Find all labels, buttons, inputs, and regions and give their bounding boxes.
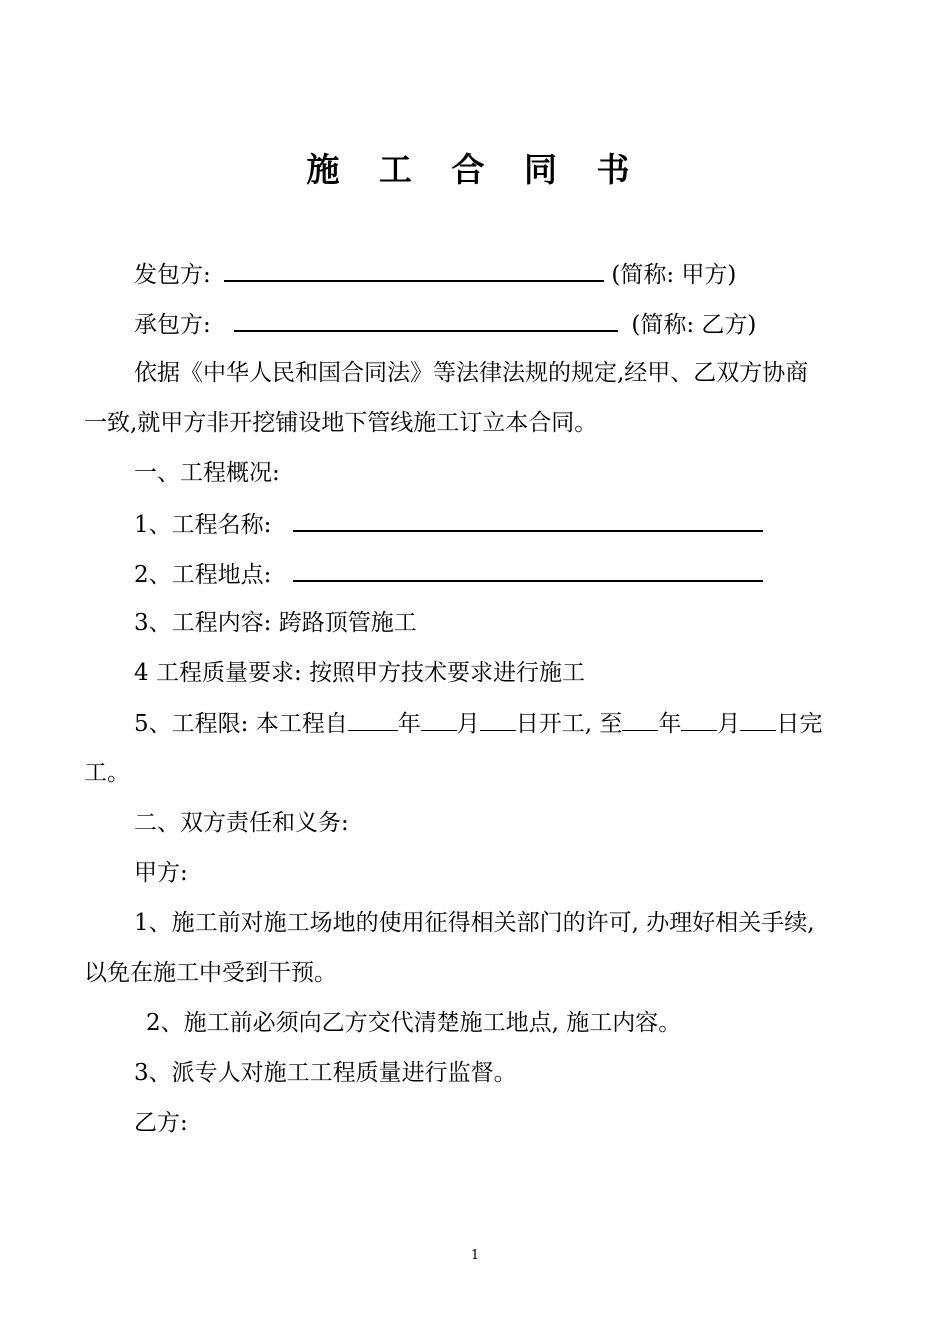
party-a-suffix: (简称: 甲方) <box>611 262 737 288</box>
document-title: 施 工 合 同 书 <box>306 150 644 189</box>
quality-requirement: 4 工程质量要求: 按照甲方技术要求进行施工 <box>134 660 586 686</box>
party-a-duty-1-line-2: 以免在施工中受到干预。 <box>84 960 337 986</box>
project-name-label: 1、工程名称: <box>134 512 272 538</box>
start-month-blank <box>421 708 457 731</box>
party-b-line <box>134 308 756 340</box>
end-year-label: 年 <box>658 711 682 737</box>
party-a-line <box>134 258 736 290</box>
intro-line-2: 一致,就甲方非开挖铺设地下管线施工订立本合同。 <box>84 410 598 436</box>
section-1-heading: 一、工程概况: <box>134 460 280 486</box>
party-a-duty-1-line-1: 1、施工前对施工场地的使用征得相关部门的许可, 办理好相关手续, <box>134 910 815 936</box>
project-period-continuation: 工。 <box>84 760 130 786</box>
page-number: 1 <box>470 1248 480 1263</box>
project-name-blank <box>293 508 763 532</box>
party-b-blank <box>234 308 618 332</box>
period-prefix: 5、工程限: 本工程自 <box>134 711 348 737</box>
project-location-blank <box>293 558 763 582</box>
end-month-label: 月 <box>717 711 741 737</box>
party-b-label: 承包方: <box>134 312 211 338</box>
end-day-label: 日完 <box>776 711 823 737</box>
section-2-heading: 二、双方责任和义务: <box>134 810 349 836</box>
end-month-blank <box>681 708 717 731</box>
start-day-label: 日开工, 至 <box>515 711 623 737</box>
party-b-suffix: (简称: 乙方) <box>631 312 757 338</box>
end-day-blank <box>740 708 776 731</box>
party-a-duty-3: 3、派专人对施工工程质量进行监督。 <box>134 1060 517 1086</box>
project-name-line <box>134 508 763 540</box>
start-day-blank <box>480 708 516 731</box>
start-year-label: 年 <box>397 711 421 737</box>
party-a-label: 发包方: <box>134 262 211 288</box>
intro-line-1: 依据《中华人民和国合同法》等法律法规的规定,经甲、乙双方协商 <box>134 360 809 386</box>
party-a-duty-2: 2、施工前必须向乙方交代清楚施工地点, 施工内容。 <box>146 1010 682 1036</box>
end-year-blank <box>622 708 658 731</box>
party-a-heading: 甲方: <box>134 860 188 886</box>
project-location-line <box>134 558 763 590</box>
start-month-label: 月 <box>456 711 480 737</box>
start-year-blank <box>348 708 398 731</box>
project-period-line <box>134 708 822 739</box>
party-a-blank <box>224 258 604 282</box>
party-b-heading: 乙方: <box>134 1110 188 1136</box>
project-location-label: 2、工程地点: <box>134 562 272 588</box>
project-content: 3、工程内容: 跨路顶管施工 <box>134 610 417 636</box>
